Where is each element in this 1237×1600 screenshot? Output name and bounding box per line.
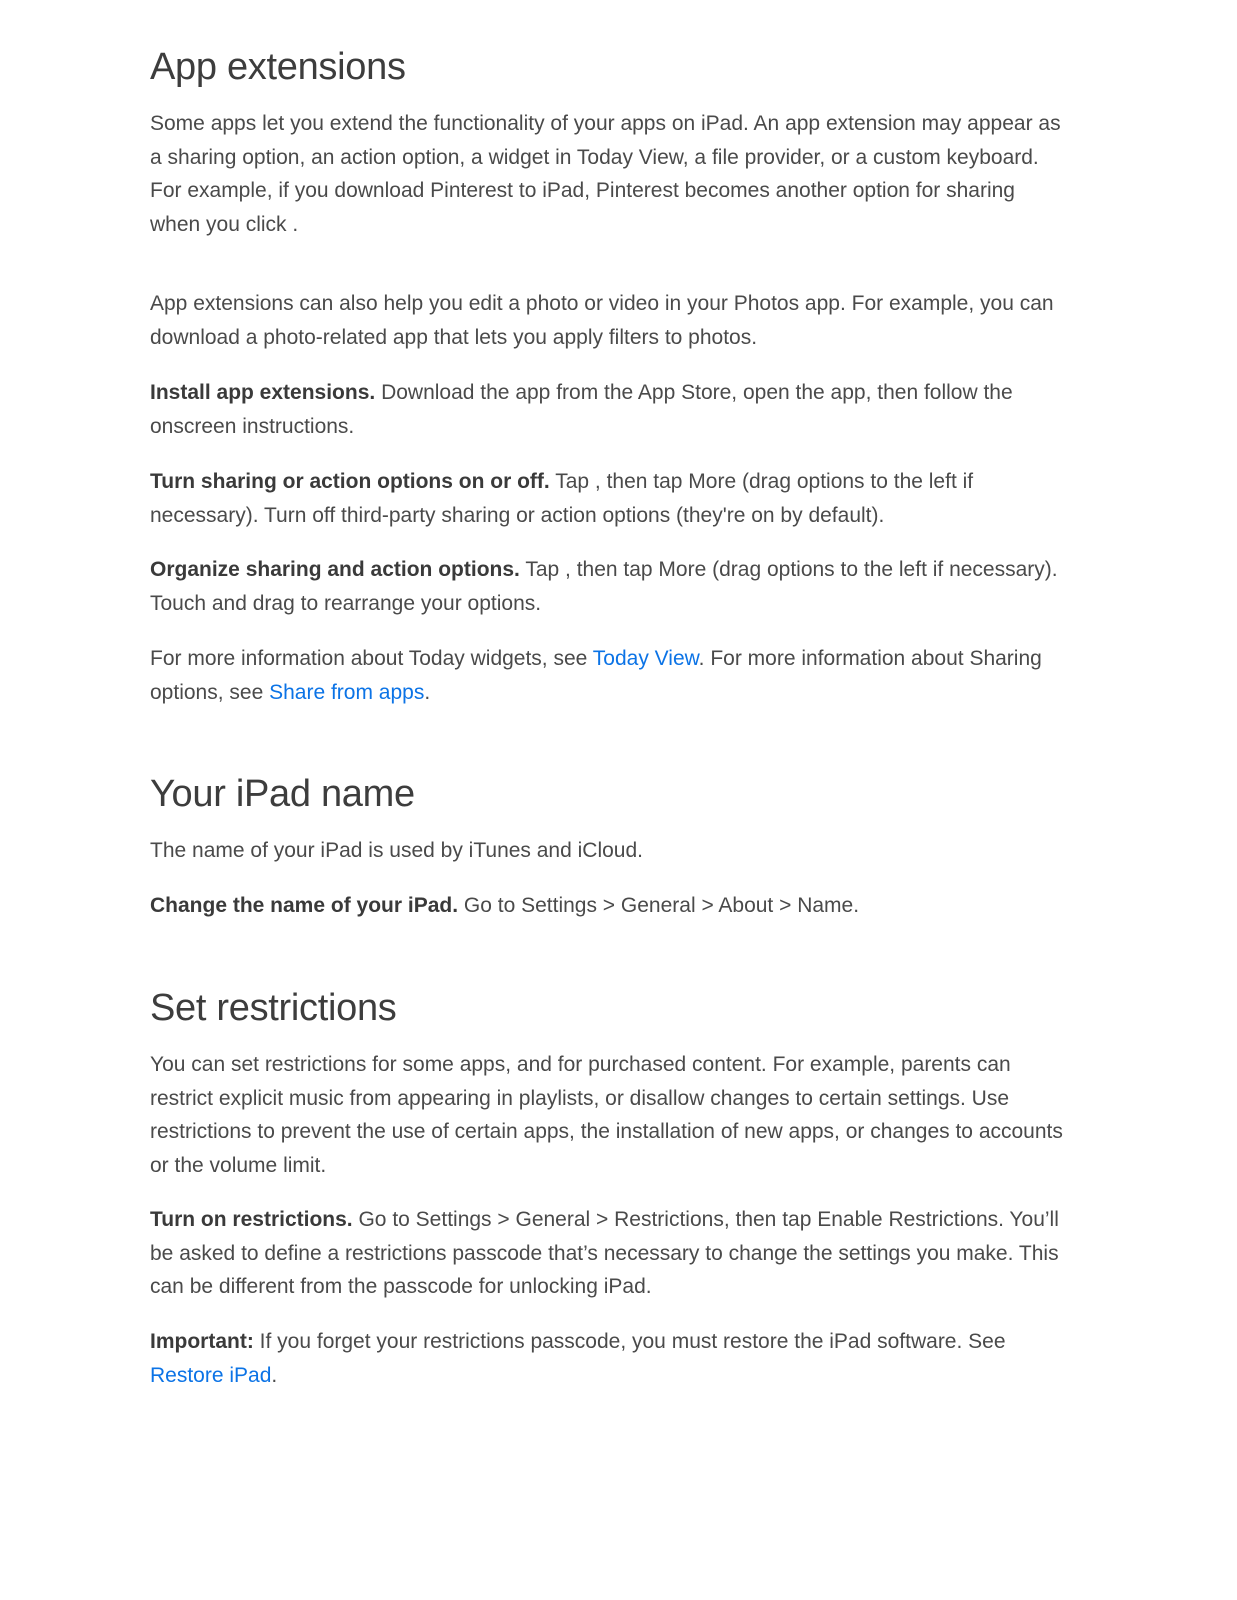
install-app-extensions-paragraph: [150, 376, 1065, 443]
turn-on-text: Go to Settings > General > Restrictions, then tap Enable Restrictions. You’ll be asked to define a restrictions passcode that’s necessary to change the settings you make. This can be different from the passcode for unlocking iPad.: [150, 1208, 1059, 1298]
organize-options-paragraph: [150, 553, 1065, 620]
toggle-label: Turn sharing or action options on or off.: [150, 470, 550, 493]
ipad-name-intro: The name of your iPad is used by iTunes and iCloud.: [150, 839, 643, 862]
more-info-text-1: For more information about Today widgets, see: [150, 647, 593, 670]
organize-text: Tap , then tap More (drag options to the left if necessary). Touch and drag to rearrange your options.: [150, 558, 1058, 615]
change-name-label: Change the name of your iPad.: [150, 894, 459, 917]
change-name-paragraph: [150, 889, 859, 923]
toggle-options-paragraph: [150, 465, 1065, 532]
app-extensions-photos: App extensions can also help you edit a photo or video in your Photos app. For example, you can download a photo-related app that lets you apply filters to photos.: [150, 292, 1054, 349]
important-paragraph: [150, 1325, 1065, 1392]
more-info-paragraph: [150, 642, 1065, 709]
more-info-text-2: . For more information about Sharing options, see: [150, 647, 1042, 704]
important-text: If you forget your restrictions passcode, you must restore the iPad software. See: [253, 1330, 1006, 1353]
important-end: .: [271, 1363, 278, 1387]
share-from-apps-link[interactable]: Share from apps: [269, 680, 425, 704]
restrictions-intro: You can set restrictions for some apps, and for purchased content. For example, parents can restrict explicit music from appearing in playlists, or disallow changes to certain settings. Use restrictions to prevent the use of certain apps, the installation of new apps, or changes to accounts or the volume limit.: [150, 1053, 1063, 1177]
heading-your-ipad-name: Your iPad name: [150, 773, 415, 815]
today-view-link[interactable]: Today View: [592, 647, 699, 670]
install-text: Download the app from the App Store, open the app, then follow the onscreen instructions.: [150, 381, 1013, 438]
heading-set-restrictions: Set restrictions: [150, 987, 397, 1029]
turn-on-restrictions-paragraph: [150, 1203, 1065, 1304]
install-label: Install app extensions.: [150, 381, 376, 404]
turn-on-label: Turn on restrictions.: [150, 1208, 353, 1231]
heading-app-extensions: App extensions: [150, 46, 406, 88]
important-label: Important:: [150, 1330, 254, 1353]
app-extensions-intro: Some apps let you extend the functionality of your apps on iPad. An app extension may appear as a sharing option, an action option, a widget in Today View, a file provider, or a custom keyboard. For example, if you download Pinterest to iPad, Pinterest becomes another option for sharing when you click .: [150, 112, 1061, 236]
more-info-text-3: .: [424, 680, 431, 704]
toggle-text: Tap , then tap More (drag options to the left if necessary). Turn off third-party sharing or action options (they're on by default).: [150, 470, 974, 527]
organize-label: Organize sharing and action options.: [150, 558, 520, 581]
change-name-text: Go to Settings > General > About > Name.: [458, 894, 860, 917]
restore-ipad-link[interactable]: Restore iPad: [150, 1363, 272, 1387]
